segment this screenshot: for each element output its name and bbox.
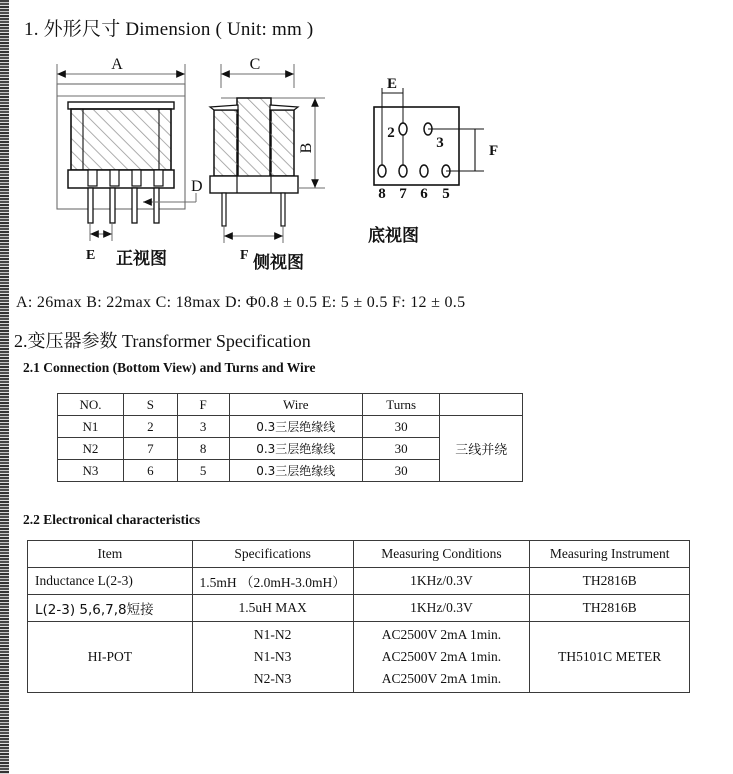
cell-spec: 1.5uH MAX xyxy=(192,595,353,622)
cell-s: 2 xyxy=(124,416,178,438)
col-note xyxy=(440,394,523,416)
svg-text:B: B xyxy=(298,142,315,154)
condition-line: AC2500V 2mA 1min. xyxy=(381,649,502,664)
cell-f: 5 xyxy=(177,460,229,482)
cell-item: Inductance L(2-3) xyxy=(28,568,193,595)
svg-text:8: 8 xyxy=(378,186,386,202)
svg-text:2: 2 xyxy=(387,125,395,141)
cell-wire: 0.3三层绝缘线 xyxy=(229,416,362,438)
svg-text:7: 7 xyxy=(399,186,407,202)
front-view-e-label: E xyxy=(86,248,96,263)
svg-text:D: D xyxy=(191,178,203,195)
spec-line: N1-N2 xyxy=(253,627,292,642)
section-1-heading: 1. 外形尺寸 Dimension ( Unit: mm ) xyxy=(24,19,314,40)
cell-turns: 30 xyxy=(362,416,440,438)
section-2-2-heading: 2.2 Electronical characteristics xyxy=(23,512,201,527)
cell-f: 3 xyxy=(177,416,229,438)
col-f: F xyxy=(177,394,229,416)
col-wire: Wire xyxy=(229,394,362,416)
cell-f: 8 xyxy=(177,438,229,460)
svg-text:C: C xyxy=(249,56,261,73)
dimension-values-line: A: 26max B: 22max C: 18max D: Φ0.8 ± 0.5 E: 5 ± 0.5 F: 12 ± 0.5 xyxy=(16,294,466,311)
cell-condition-stack xyxy=(353,622,530,693)
table-row xyxy=(28,622,690,693)
side-view-caption: 侧视图 xyxy=(253,253,304,273)
condition-line: AC2500V 2mA 1min. xyxy=(381,627,502,642)
cell-winding-note: 三线并绕 xyxy=(440,416,523,482)
electrical-characteristics-table xyxy=(27,540,690,693)
cell-wire: 0.3三层绝缘线 xyxy=(229,460,362,482)
cell-instrument: TH2816B xyxy=(530,568,690,595)
table-row xyxy=(28,595,690,622)
table-row xyxy=(58,416,523,438)
spec-line: N2-N3 xyxy=(253,671,292,686)
bottom-view-caption: 底视图 xyxy=(368,226,419,246)
cell-spec: 1.5mH （2.0mH-3.0mH） xyxy=(192,568,353,595)
front-view-caption: 正视图 xyxy=(116,249,167,269)
cell-spec-stack xyxy=(192,622,353,693)
cell-condition: 1KHz/0.3V xyxy=(353,568,530,595)
section-2-heading: 2.变压器参数 Transformer Specification xyxy=(14,331,311,351)
cell-turns: 30 xyxy=(362,460,440,482)
cell-item: L(2-3) 5,6,7,8短接 xyxy=(28,595,193,622)
col-turns: Turns xyxy=(362,394,440,416)
svg-text:3: 3 xyxy=(436,135,444,151)
cell-turns: 30 xyxy=(362,438,440,460)
side-view-f-label: F xyxy=(240,248,249,263)
condition-line: AC2500V 2mA 1min. xyxy=(381,671,502,686)
cell-no: N1 xyxy=(58,416,124,438)
cell-instrument: TH2816B xyxy=(530,595,690,622)
col-s: S xyxy=(124,394,178,416)
cell-instrument: TH5101C METER xyxy=(530,622,690,693)
cell-s: 7 xyxy=(124,438,178,460)
spec-line: N1-N3 xyxy=(253,649,292,664)
cell-wire: 0.3三层绝缘线 xyxy=(229,438,362,460)
section-2-1-heading: 2.1 Connection (Bottom View) and Turns and Wire xyxy=(23,360,316,375)
svg-text:5: 5 xyxy=(442,186,450,202)
cell-condition: 1KHz/0.3V xyxy=(353,595,530,622)
svg-text:E: E xyxy=(386,76,398,92)
col-specifications: Specifications xyxy=(192,541,353,568)
cell-no: N2 xyxy=(58,438,124,460)
svg-text:F: F xyxy=(489,143,499,159)
cell-s: 6 xyxy=(124,460,178,482)
col-no: NO. xyxy=(58,394,124,416)
table-header-row xyxy=(58,394,523,416)
table-header-row xyxy=(28,541,690,568)
dimension-drawings xyxy=(0,55,733,280)
table-row xyxy=(28,568,690,595)
col-item: Item xyxy=(28,541,193,568)
cell-item: HI-POT xyxy=(28,622,193,693)
svg-text:A: A xyxy=(111,56,123,73)
col-measuring-instrument: Measuring Instrument xyxy=(530,541,690,568)
cell-no: N3 xyxy=(58,460,124,482)
connection-table xyxy=(57,393,523,482)
svg-text:6: 6 xyxy=(420,186,428,202)
col-measuring-conditions: Measuring Conditions xyxy=(353,541,530,568)
